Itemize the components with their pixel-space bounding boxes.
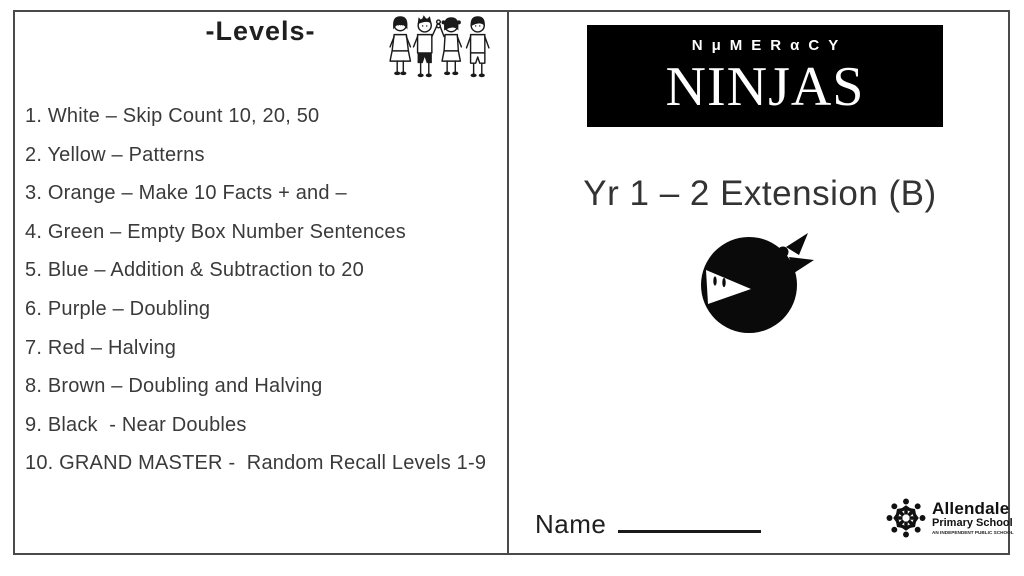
logo-word-ninjas: NINJAS — [665, 56, 865, 118]
level-item: 6. Purple – Doubling — [25, 297, 211, 320]
school-name: Allendale — [932, 498, 1010, 518]
level-item: 8. Brown – Doubling and Halving — [25, 375, 323, 398]
level-item: 4. Green – Empty Box Number Sentences — [25, 220, 406, 243]
level-item: 1. White – Skip Count 10, 20, 50 — [25, 105, 320, 127]
level-item: 3. Orange – Make 10 Facts + and – — [25, 182, 347, 205]
level-item: 9. Black - Near Doubles — [25, 413, 247, 436]
numeracy-ninjas-logo — [587, 25, 943, 127]
name-row — [535, 503, 761, 540]
school-text — [932, 500, 1024, 537]
worksheet-title: Yr 1 – 2 Extension (B) — [583, 174, 937, 213]
school-emblem-icon — [884, 496, 928, 540]
name-label: Name — [535, 509, 607, 539]
school-tagline: AN INDEPENDENT PUBLIC SCHOOL — [932, 530, 1014, 536]
levels-heading: -Levels- — [205, 16, 316, 46]
level-item: 2. Yellow – Patterns — [25, 143, 205, 166]
level-item: 10. GRAND MASTER - Random Recall Levels 1-9 — [25, 452, 487, 475]
ninja-head-icon — [693, 230, 818, 342]
school-logo — [884, 493, 1014, 543]
name-blank-line — [618, 503, 761, 533]
school-subtitle: Primary School — [932, 516, 1013, 529]
logo-word-numeracy: NμMERαCY — [691, 37, 848, 54]
panel-divider — [507, 10, 509, 555]
level-item: 7. Red – Halving — [25, 336, 177, 359]
levels-list — [25, 97, 495, 483]
children-clipart-icon — [387, 12, 493, 98]
level-item: 5. Blue – Addition & Subtraction to 20 — [25, 259, 364, 282]
